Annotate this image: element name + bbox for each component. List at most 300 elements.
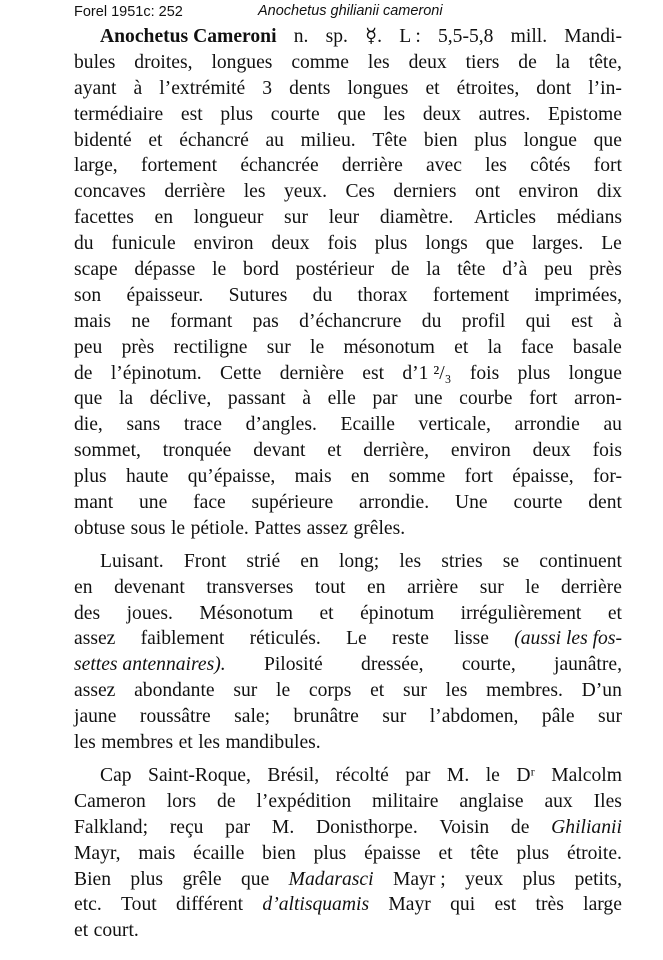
word: Luisant. — [100, 550, 164, 572]
word: reste — [391, 628, 429, 650]
word: courbe — [459, 388, 513, 410]
word: mais — [74, 310, 112, 332]
word: Tête — [372, 129, 408, 151]
word: assez — [74, 628, 116, 650]
word: tête — [457, 259, 486, 281]
word: et — [370, 680, 385, 702]
text-line — [74, 763, 622, 789]
word: de — [74, 362, 93, 384]
word: derniers — [393, 181, 457, 203]
word: qu’épaisse, — [187, 466, 276, 488]
word: est — [180, 103, 203, 125]
word: et — [454, 336, 469, 358]
word: et — [425, 77, 440, 99]
word: de — [510, 816, 530, 838]
text-line — [74, 730, 622, 756]
word: obtuse — [74, 517, 126, 539]
word: déclive, — [149, 388, 212, 410]
word: supérieure — [251, 492, 334, 514]
word: leur — [328, 207, 360, 229]
word: large — [583, 894, 622, 916]
word: fort — [593, 155, 622, 177]
word: settes antennaires). — [74, 654, 226, 676]
text-line — [74, 231, 622, 257]
word: Cap — [100, 764, 132, 786]
word: les — [485, 155, 507, 177]
word: brunâtre — [293, 706, 359, 728]
word: jaunâtre, — [554, 654, 622, 676]
text-line — [74, 205, 622, 231]
word: termédiaire — [74, 103, 164, 125]
word: dont — [536, 77, 572, 99]
word: et — [74, 920, 89, 942]
word: thorax — [357, 284, 408, 306]
word: par — [372, 388, 398, 410]
word: épaisse — [364, 842, 421, 864]
word: épaisse, — [512, 466, 574, 488]
word: fort — [529, 388, 558, 410]
word: derrière — [164, 181, 226, 203]
text-line — [74, 892, 622, 918]
word: fortement — [432, 284, 510, 306]
word: concaves — [74, 181, 146, 203]
word: reçu — [169, 816, 204, 838]
word: Mayr ; — [392, 868, 446, 890]
word: fois — [469, 362, 500, 384]
paragraph — [74, 549, 622, 756]
text-line — [74, 575, 622, 601]
word: Tout — [121, 894, 157, 916]
word: fortement — [140, 155, 218, 177]
word: mant — [74, 492, 114, 514]
word: peu — [74, 336, 103, 358]
word: milieu. — [300, 129, 356, 151]
word: tiers — [465, 51, 500, 73]
word: yeux — [465, 868, 504, 890]
word: près — [121, 336, 155, 358]
word: sur — [479, 576, 504, 598]
word: verticale, — [418, 414, 491, 436]
word: en — [74, 576, 93, 598]
text-line — [74, 841, 622, 867]
word: Mayr, — [74, 842, 121, 864]
word: Epistome — [547, 103, 622, 125]
word: derrière — [560, 576, 622, 598]
text-line — [74, 153, 622, 179]
word: au — [603, 414, 622, 436]
word: avec — [426, 155, 462, 177]
word: jaune — [74, 706, 117, 728]
text-line — [74, 601, 622, 627]
word: dents — [289, 77, 331, 99]
word: somme — [388, 466, 446, 488]
text-line — [74, 102, 622, 128]
word: deux — [271, 233, 310, 255]
word: en — [154, 207, 174, 229]
word: que — [337, 103, 366, 125]
word: sur — [284, 207, 308, 229]
word: bules — [74, 51, 116, 73]
text-line — [74, 867, 622, 893]
word: ☿. — [365, 26, 383, 47]
word: stries — [441, 550, 483, 572]
word: die, — [74, 414, 103, 436]
word: aux — [544, 790, 573, 812]
taxon-name-header: Anochetus ghilianii cameroni — [258, 3, 443, 19]
word: Pattes — [254, 517, 302, 539]
word: que — [74, 388, 103, 410]
word: récolté — [335, 764, 389, 786]
word: membres. — [486, 680, 563, 702]
word: plus — [517, 362, 551, 384]
word: ne — [131, 310, 150, 332]
word: passant — [227, 388, 286, 410]
word: Anochetus Cameroni — [100, 26, 277, 47]
word: arrondie — [514, 414, 580, 436]
word: sur — [402, 680, 427, 702]
word: rectiligne — [173, 336, 248, 358]
word: réticulés. — [249, 628, 321, 650]
word: grêles. — [353, 517, 406, 539]
word: grêle — [182, 868, 222, 890]
word: qui — [450, 894, 476, 916]
word: Le — [601, 233, 622, 255]
text-line — [74, 309, 622, 335]
text-line — [74, 918, 622, 944]
text-line — [74, 815, 622, 841]
word: l’abdomen, — [429, 706, 519, 728]
word: irrégulièrement — [460, 602, 582, 624]
citation-label: Forel 1951c: 252 — [74, 4, 183, 20]
word: formant — [170, 310, 233, 332]
text-line — [74, 335, 622, 361]
text-line — [74, 283, 622, 309]
word: dent — [588, 492, 622, 514]
word: longue — [568, 362, 622, 384]
word: par — [405, 764, 431, 786]
word: deux — [422, 103, 461, 125]
word: sommet, — [74, 440, 141, 462]
word: à — [133, 77, 143, 99]
word: Ecaille — [340, 414, 395, 436]
word: ont — [474, 181, 501, 203]
text-line — [74, 257, 622, 283]
word: court. — [93, 920, 139, 942]
paragraph — [74, 24, 622, 542]
word: plus — [374, 233, 408, 255]
word: lisse — [454, 628, 490, 650]
word: plus — [474, 129, 507, 151]
word: et — [178, 732, 193, 754]
text-line — [74, 386, 622, 412]
word: une — [139, 492, 168, 514]
text-line — [74, 704, 622, 730]
word: Voisin — [439, 816, 490, 838]
word: droites, — [134, 51, 193, 73]
word: dépasse — [134, 259, 196, 281]
word: strié — [246, 550, 281, 572]
word: bord — [243, 259, 279, 281]
word: le — [525, 576, 540, 598]
word: petits, — [574, 868, 622, 890]
text-line — [74, 789, 622, 815]
word: épinotum — [360, 602, 435, 624]
word: environ — [450, 440, 511, 462]
word: M. — [446, 764, 470, 786]
word: écaille — [193, 842, 245, 864]
word: son — [74, 284, 102, 306]
word: abondante — [134, 680, 215, 702]
word: que — [485, 233, 515, 255]
word: dressée, — [361, 654, 424, 676]
word: de — [518, 51, 537, 73]
word: et — [148, 129, 163, 151]
word: du — [421, 310, 442, 332]
word: et — [327, 440, 342, 462]
word: la — [426, 259, 441, 281]
word: derrière, — [363, 440, 430, 462]
word: sale; — [234, 706, 271, 728]
word: militaire — [372, 790, 439, 812]
word: des — [74, 602, 101, 624]
text-line — [74, 549, 622, 575]
text-line — [74, 626, 622, 652]
text-line — [74, 516, 622, 542]
word: de — [217, 790, 236, 812]
word: étroite. — [566, 842, 622, 864]
word: bien — [423, 129, 458, 151]
word: Madarasci — [288, 868, 374, 890]
word: sous — [130, 517, 166, 539]
word: comme — [291, 51, 349, 73]
word: en — [367, 576, 386, 598]
word: 3 — [262, 77, 273, 99]
word: est — [494, 894, 517, 916]
word: profil — [461, 310, 506, 332]
word: scape — [74, 259, 118, 281]
word: courte — [513, 492, 563, 514]
word: du — [312, 284, 333, 306]
word: basale — [572, 336, 622, 358]
text-line — [74, 179, 622, 205]
text-line — [74, 652, 622, 678]
word: corps — [308, 680, 352, 702]
word: à — [613, 310, 622, 332]
word: assez — [74, 680, 116, 702]
word: Iles — [593, 790, 622, 812]
word: larges. — [531, 233, 584, 255]
word: postérieur — [295, 259, 375, 281]
word: 5,5-5,8 — [437, 26, 494, 47]
word: Pilosité — [263, 654, 323, 676]
paragraph-gap — [74, 756, 622, 763]
word: anglaise — [459, 790, 524, 812]
word: Mandi- — [564, 26, 622, 47]
word: Donisthorpe. — [315, 816, 418, 838]
word: mais — [294, 466, 332, 488]
text-line — [74, 490, 622, 516]
word: que — [240, 868, 270, 890]
word: l’extrémité — [159, 77, 246, 99]
word: peu — [544, 259, 573, 281]
word: devant — [253, 440, 306, 462]
word: environ — [193, 233, 254, 255]
word: côtés — [530, 155, 571, 177]
word: et — [438, 842, 453, 864]
word: Brésil, — [267, 764, 320, 786]
word: d’à — [502, 259, 528, 281]
word: longueur — [193, 207, 264, 229]
word: faiblement — [140, 628, 225, 650]
word: plus — [74, 466, 107, 488]
word: mill. — [510, 26, 548, 47]
text-line — [74, 24, 622, 50]
word: etc. — [74, 894, 102, 916]
word: Cette — [220, 362, 262, 384]
word: par — [225, 816, 251, 838]
word: d’altisquamis — [262, 894, 370, 916]
word: face — [521, 336, 554, 358]
word: Mésonotum — [199, 602, 293, 624]
word: continuent — [539, 550, 622, 572]
word: est — [362, 362, 385, 384]
word: roussâtre — [139, 706, 211, 728]
word: Mayr — [388, 894, 431, 916]
word: plus — [130, 868, 164, 890]
word: sp. — [325, 26, 348, 47]
word: M. — [271, 816, 295, 838]
word: plus — [313, 842, 347, 864]
word: du — [74, 233, 94, 255]
word: fois — [592, 440, 622, 462]
word: différent — [175, 894, 244, 916]
word: plus — [516, 842, 550, 864]
word: le — [212, 259, 227, 281]
word: longues — [211, 51, 273, 73]
word: dernière — [279, 362, 344, 384]
word: sur — [382, 706, 407, 728]
word: mais — [138, 842, 176, 864]
word: les — [243, 181, 266, 203]
word: échancré — [179, 129, 249, 151]
word: arron- — [574, 388, 622, 410]
word: épaisseur. — [126, 284, 204, 306]
word: tête, — [588, 51, 622, 73]
word: une — [414, 388, 443, 410]
word: (aussi les fos- — [514, 628, 622, 650]
word: D’un — [581, 680, 622, 702]
word: se — [502, 550, 520, 572]
word: autres. — [478, 103, 531, 125]
word: longue — [523, 129, 577, 151]
word: elle — [327, 388, 356, 410]
word: d’angles. — [245, 414, 317, 436]
word: transverses — [206, 576, 294, 598]
word: sur — [233, 680, 258, 702]
word: haute — [125, 466, 169, 488]
paragraph-gap — [74, 542, 622, 549]
word: dix — [596, 181, 622, 203]
word: étroites, — [456, 77, 520, 99]
word: sur — [266, 336, 291, 358]
word: courte — [270, 103, 320, 125]
word: les — [399, 550, 422, 572]
word: d’échancrure — [299, 310, 402, 332]
paragraph — [74, 763, 622, 944]
word: funicule — [111, 233, 176, 255]
word: diamètre. — [379, 207, 454, 229]
word: environ — [518, 181, 579, 203]
text-line — [74, 76, 622, 102]
word: arrondie. — [358, 492, 430, 514]
word: assez — [306, 517, 348, 539]
text-line — [74, 438, 622, 464]
word: de — [390, 259, 410, 281]
word: arrière — [407, 576, 459, 598]
word: le — [485, 764, 500, 786]
word: la — [555, 51, 570, 73]
word: Bien — [74, 868, 112, 890]
word: Falkland; — [74, 816, 149, 838]
word: mandibules. — [225, 732, 321, 754]
word: bien — [262, 842, 296, 864]
word: l’expédition — [256, 790, 352, 812]
text-line — [74, 412, 622, 438]
word: Dʳ — [516, 764, 535, 786]
word: la — [118, 388, 134, 410]
word: L : — [399, 26, 421, 47]
word: Front — [183, 550, 227, 572]
word: ayant — [74, 77, 117, 99]
word: la — [487, 336, 502, 358]
word: yeux. — [283, 181, 327, 203]
word: le — [310, 336, 325, 358]
word: pâle — [541, 706, 575, 728]
word: plus — [522, 868, 556, 890]
word: au — [265, 129, 284, 151]
word: longues — [347, 77, 409, 99]
word: les — [74, 732, 96, 754]
word: sans — [126, 414, 161, 436]
word: trace — [183, 414, 222, 436]
word: l’in- — [588, 77, 622, 99]
word: longs — [425, 233, 468, 255]
word: Ces — [345, 181, 375, 203]
word: le — [276, 680, 291, 702]
word: facettes — [74, 207, 134, 229]
word: et — [607, 602, 622, 624]
word: très — [535, 894, 564, 916]
word: près — [589, 259, 622, 281]
text-line — [74, 361, 622, 387]
word: en — [350, 466, 370, 488]
word: tête — [470, 842, 499, 864]
word: d’1 ²/₃ — [402, 362, 452, 384]
word: n. — [293, 26, 309, 47]
word: tout — [314, 576, 346, 598]
word: les — [445, 680, 468, 702]
word: devenant — [114, 576, 185, 598]
word: courte, — [461, 654, 516, 676]
word: Malcolm — [551, 764, 622, 786]
word: et — [319, 602, 334, 624]
word: à — [302, 388, 311, 410]
word: sur — [598, 706, 622, 728]
word: le — [170, 517, 186, 539]
word: mésonotum — [343, 336, 435, 358]
word: pétiole. — [190, 517, 249, 539]
word: l’épinotum. — [110, 362, 202, 384]
